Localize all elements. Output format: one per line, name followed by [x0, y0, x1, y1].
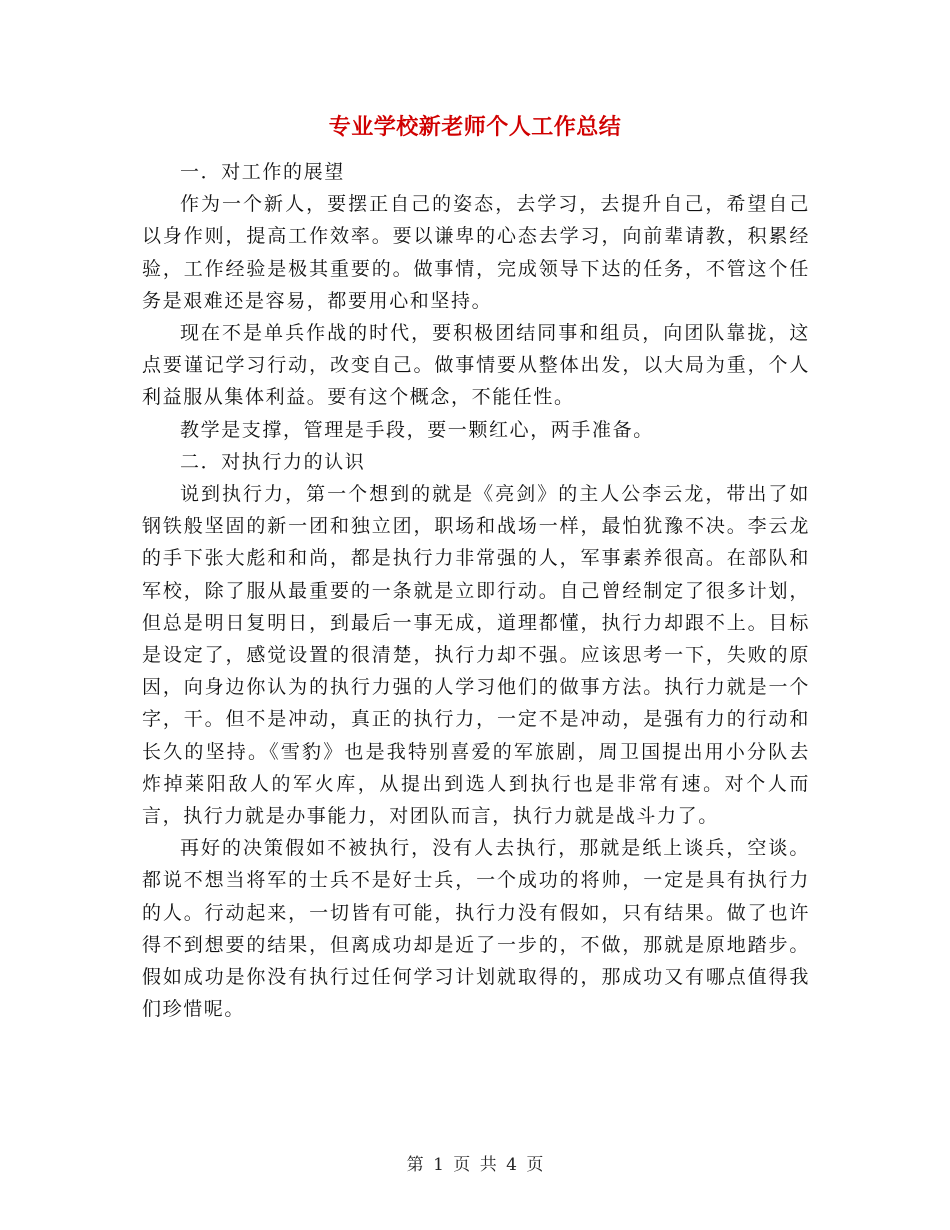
paragraph: 再好的决策假如不被执行，没有人去执行，那就是纸上谈兵，空谈。都说不想当将军的士兵不是好士兵，一个成功的将帅，一定是具有执行力的人。行动起来，一切皆有可能，执行力没有假如，只有结果。做了也许得不到想要的结果，但离成功却是近了一步的，不做，那就是原地踏步。假如成功是你没有执行过任何学习计划就取得的，那成功又有哪点值得我们珍惜呢。 [142, 837, 810, 1021]
footer-total-word: 共 [479, 1155, 497, 1175]
paragraph: 现在不是单兵作战的时代，要积极团结同事和组员，向团队靠拢，这点要谨记学习行动，改变自己。做事情要从整体出发，以大局为重，个人利益服从集体利益。要有这个概念，不能任性。 [142, 322, 810, 409]
paragraph: 说到执行力，第一个想到的就是《亮剑》的主人公李云龙，带出了如钢铁般坚固的新一团和独立团，职场和战场一样，最怕犹豫不决。李云龙的手下张大彪和和尚，都是执行力非常强的人，军事素养很高。在部队和军校，除了服从最重要的一条就是立即行动。自己曾经制定了很多计划，但总是明日复明日，到最后一事无成，道理都懂，执行力却跟不上。目标是设定了，感觉设置的很清楚，执行力却不强。应该思考一下，失败的原因，向身边你认为的执行力强的人学习他们的做事方法。执行力就是一个字，干。但不是冲动，真正的执行力，一定不是冲动，是强有力的行动和长久的坚持。《雪豹》也是我特别喜爱的军旅剧，周卫国提出用小分队去炸掉莱阳敌人的军火库，从提出到选人到执行也是非常有速。对个人而言，执行力就是办事能力，对团队而言，执行力就是战斗力了。 [142, 483, 810, 828]
footer-page-word: 页 [453, 1155, 471, 1175]
document-body [142, 156, 810, 1025]
total-pages-number: 4 [506, 1155, 517, 1175]
section-heading-2: 二．对执行力的认识 [180, 450, 366, 473]
current-page-number: 1 [433, 1155, 444, 1175]
paragraph: 教学是支撑，管理是手段，要一颗红心，两手准备。 [180, 418, 654, 441]
section-heading-1: 一．对工作的展望 [180, 161, 345, 183]
footer-suffix: 页 [526, 1155, 544, 1175]
paragraph: 作为一个新人，要摆正自己的姿态，去学习，去提升自己，希望自己以身作则，提高工作效率。要以谦卑的心态去学习，向前辈请教，积累经验，工作经验是极其重要的。做事情，完成领导下达的任务，不管这个任务是艰难还是容易，都要用心和坚持。 [142, 193, 810, 312]
footer-prefix: 第 [406, 1155, 424, 1175]
document-title: 专业学校新老师个人工作总结 [328, 114, 622, 140]
page-footer [0, 1153, 950, 1177]
